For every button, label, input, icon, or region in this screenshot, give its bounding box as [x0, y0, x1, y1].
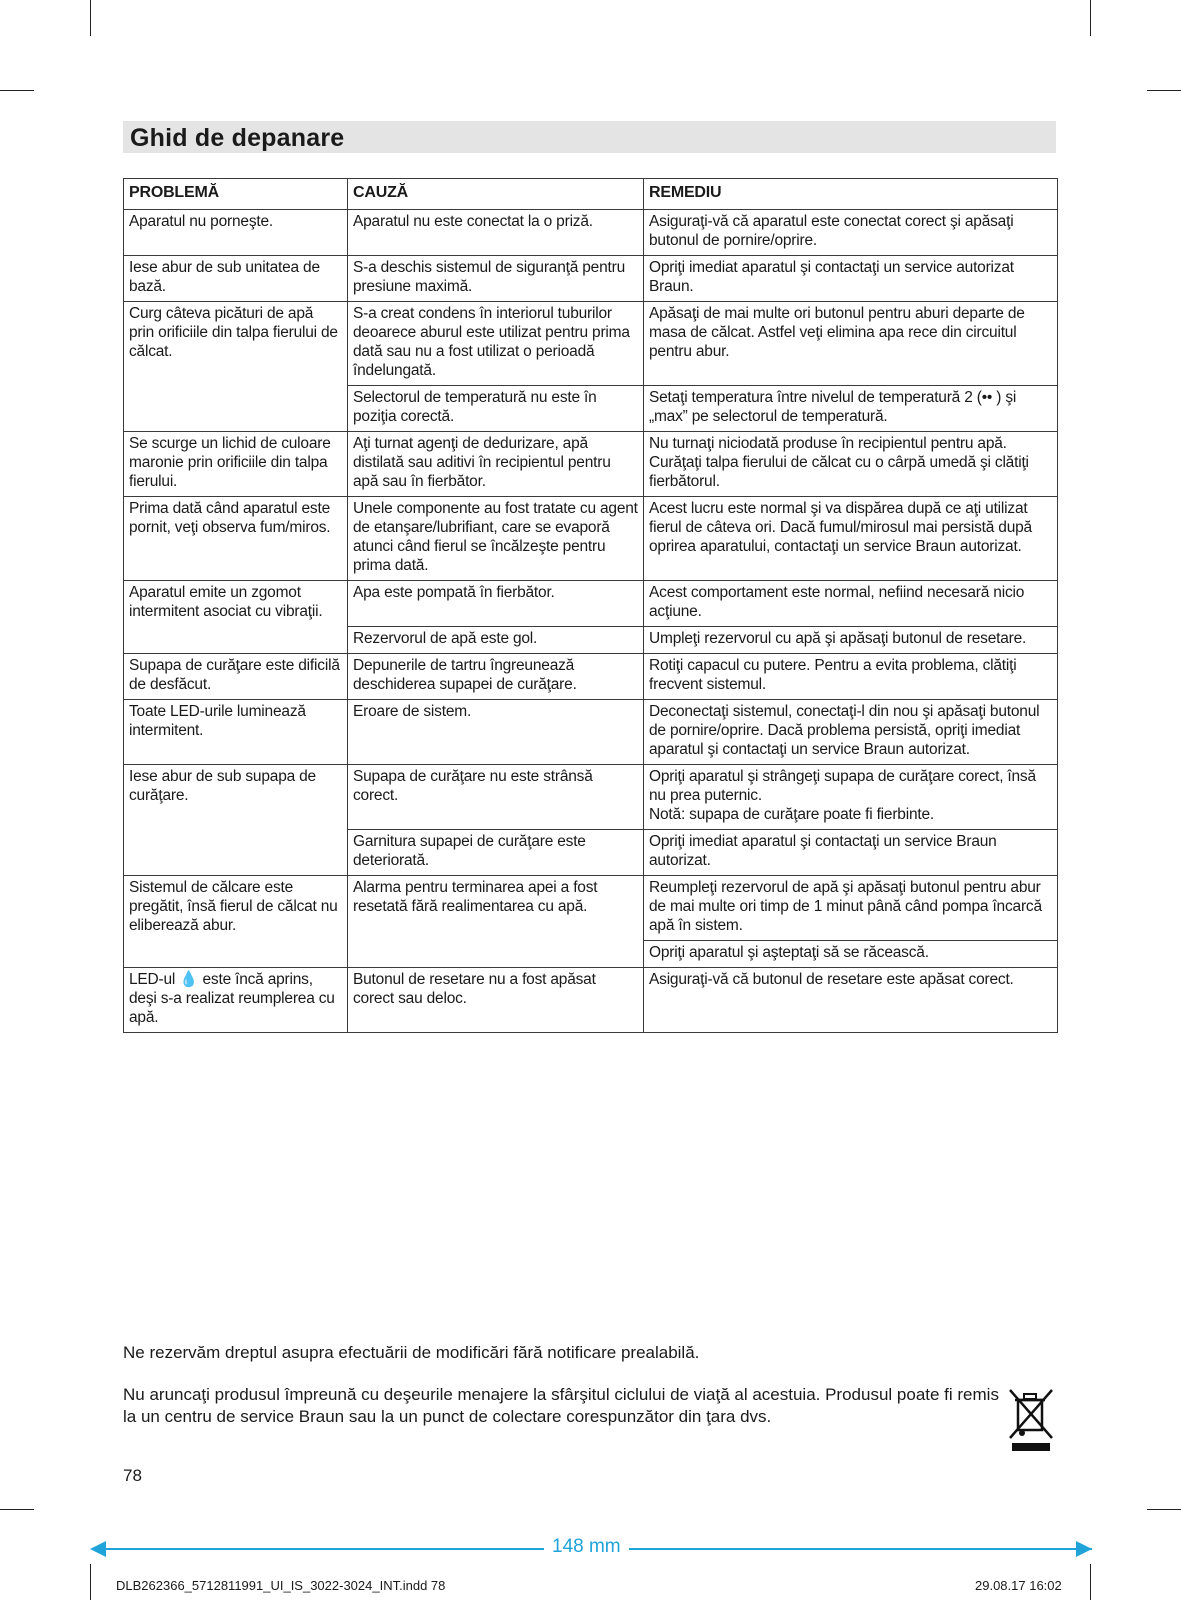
remedy-cell: Opriţi aparatul şi strângeţi supapa de curăţare corect, însă nu prea puternic. Notă: supapa de curăţare poate fi fierbinte.: [644, 765, 1058, 830]
crop-mark: [0, 90, 34, 91]
remedy-cell: Asiguraţi-vă că aparatul este conectat corect şi apăsaţi butonul de pornire/oprire.: [644, 210, 1058, 256]
table-row: [124, 210, 1058, 256]
cause-cell: Garnitura supapei de curăţare este deteriorată.: [348, 830, 644, 876]
cause-cell: Butonul de resetare nu a fost apăsat corect sau deloc.: [348, 968, 644, 1033]
table-row: [124, 432, 1058, 497]
reservation-note: Ne rezervăm dreptul asupra efectuării de modificări fără notificare prealabilă.: [123, 1343, 700, 1362]
table-row: [124, 700, 1058, 765]
table-row: [124, 256, 1058, 302]
table-row: [124, 968, 1058, 1033]
crop-mark: [0, 1509, 34, 1510]
cause-cell: Unele componente au fost tratate cu agent de etanşare/lubrifiant, care se evaporă atunci când fierul se încălzeşte pentru prima dată.: [348, 497, 644, 581]
table-row: [124, 302, 1058, 386]
problem-cell: LED-ul 💧 este încă aprins, deşi s-a realizat reumplerea cu apă.: [124, 968, 348, 1033]
crop-mark: [1147, 90, 1181, 91]
remedy-cell: Setaţi temperatura între nivelul de temperatură 2 (•• ) şi „max” pe selectorul de temperatură.: [644, 386, 1058, 432]
page-title: Ghid de depanare: [130, 124, 345, 152]
cause-cell: Aţi turnat agenţi de dedurizare, apă distilată sau aditivi în recipientul pentru apă sau în fierbător.: [348, 432, 644, 497]
problem-cell: Aparatul nu porneşte.: [124, 210, 348, 256]
remedy-cell: Asiguraţi-vă că butonul de resetare este apăsat corect.: [644, 968, 1058, 1033]
problem-cell: Iese abur de sub supapa de curăţare.: [124, 765, 348, 876]
table-row: [124, 581, 1058, 627]
remedy-cell: Opriţi imediat aparatul şi contactaţi un service Braun autorizat.: [644, 830, 1058, 876]
cause-cell: Rezervorul de apă este gol.: [348, 627, 644, 654]
cause-cell: Alarma pentru terminarea apei a fost resetată fără realimentarea cu apă.: [348, 876, 644, 968]
crop-mark: [1090, 0, 1091, 36]
remedy-cell: Apăsaţi de mai multe ori butonul pentru aburi departe de masa de călcat. Astfel veţi elimina apa rece din circuitul pentru abur.: [644, 302, 1058, 386]
problem-cell: Se scurge un lichid de culoare maronie prin orificiile din talpa fierului.: [124, 432, 348, 497]
table-header-row: [124, 179, 1058, 210]
crop-mark: [1090, 1564, 1091, 1600]
header-cause: CAUZĂ: [348, 179, 644, 210]
cause-cell: Apa este pompată în fierbător.: [348, 581, 644, 627]
cause-cell: Depunerile de tartru îngreunează deschiderea supapei de curăţare.: [348, 654, 644, 700]
cause-cell: S-a creat condens în interiorul tuburilor deoarece aburul este utilizat pentru prima dată sau nu a fost utilizat o perioadă îndelungată.: [348, 302, 644, 386]
remedy-cell: Opriţi imediat aparatul şi contactaţi un service autorizat Braun.: [644, 256, 1058, 302]
dimension-label: 148 mm: [544, 1536, 629, 1558]
problem-cell: Sistemul de călcare este pregătit, însă fierul de călcat nu eliberează abur.: [124, 876, 348, 968]
problem-cell: Aparatul emite un zgomot intermitent asociat cu vibraţii.: [124, 581, 348, 654]
crossed-out-wheelie-bin-icon: [1008, 1388, 1054, 1452]
arrow-left-icon: [90, 1541, 106, 1557]
cause-cell: Selectorul de temperatură nu este în poziţia corectă.: [348, 386, 644, 432]
problem-cell: Toate LED-urile luminează intermitent.: [124, 700, 348, 765]
title-bar: [123, 121, 1056, 153]
cause-cell: Eroare de sistem.: [348, 700, 644, 765]
header-remedy: REMEDIU: [644, 179, 1058, 210]
remedy-cell: Nu turnaţi niciodată produse în recipientul pentru apă. Curăţaţi talpa fierului de călcat cu o cârpă umedă şi clătiţi fierbătorul.: [644, 432, 1058, 497]
problem-cell: Curg câteva picături de apă prin orificiile din talpa fierului de călcat.: [124, 302, 348, 432]
remedy-cell: Rotiţi capacul cu putere. Pentru a evita problema, clătiţi frecvent sistemul.: [644, 654, 1058, 700]
cause-cell: Aparatul nu este conectat la o priză.: [348, 210, 644, 256]
problem-cell: Iese abur de sub unitatea de bază.: [124, 256, 348, 302]
crop-mark: [1147, 1509, 1181, 1510]
problem-cell: Prima dată când aparatul este pornit, veţi observa fum/miros.: [124, 497, 348, 581]
disposal-note: Nu aruncaţi produsul împreună cu deşeurile menajere la sfârşitul ciclului de viaţă al acestuia. Produsul poate fi remis la un centru de service Braun sau la un punct de colectare corespunzător din ţara dvs.: [123, 1385, 999, 1426]
remedy-cell: Reumpleţi rezervorul de apă şi apăsaţi butonul pentru abur de mai multe ori timp de 1 minut până când pompa încarcă apă în sistem.: [644, 876, 1058, 941]
arrow-right-icon: [1076, 1541, 1092, 1557]
table-row: [124, 497, 1058, 581]
troubleshooting-table: [123, 178, 1058, 1033]
footer-file-info: DLB262366_5712811991_UI_IS_3022-3024_INT.indd 78: [116, 1578, 446, 1593]
remedy-cell: Acest comportament este normal, nefiind necesară nicio acţiune.: [644, 581, 1058, 627]
remedy-cell: Deconectaţi sistemul, conectaţi-l din nou şi apăsaţi butonul de pornire/oprire. Dacă problema persistă, opriţi imediat aparatul şi contactaţi un service Braun autorizat.: [644, 700, 1058, 765]
cause-cell: S-a deschis sistemul de siguranţă pentru presiune maximă.: [348, 256, 644, 302]
problem-cell: Supapa de curăţare este dificilă de desfăcut.: [124, 654, 348, 700]
table-row: [124, 765, 1058, 830]
remedy-cell: Opriţi aparatul şi aşteptaţi să se răcească.: [644, 941, 1058, 968]
crop-mark: [90, 0, 91, 36]
remedy-cell: Umpleţi rezervorul cu apă şi apăsaţi butonul de resetare.: [644, 627, 1058, 654]
cause-cell: Supapa de curăţare nu este strânsă corect.: [348, 765, 644, 830]
remedy-cell: Acest lucru este normal şi va dispărea după ce aţi utilizat fierul de câteva ori. Dacă fumul/mirosul mai persistă după oprirea aparatului, contactaţi un service Braun autorizat.: [644, 497, 1058, 581]
header-problem: PROBLEMĂ: [124, 179, 348, 210]
footer-date: 29.08.17 16:02: [975, 1578, 1062, 1593]
table-row: [124, 654, 1058, 700]
table-row: [124, 876, 1058, 941]
crop-mark: [90, 1564, 91, 1600]
page-number: 78: [123, 1466, 142, 1485]
